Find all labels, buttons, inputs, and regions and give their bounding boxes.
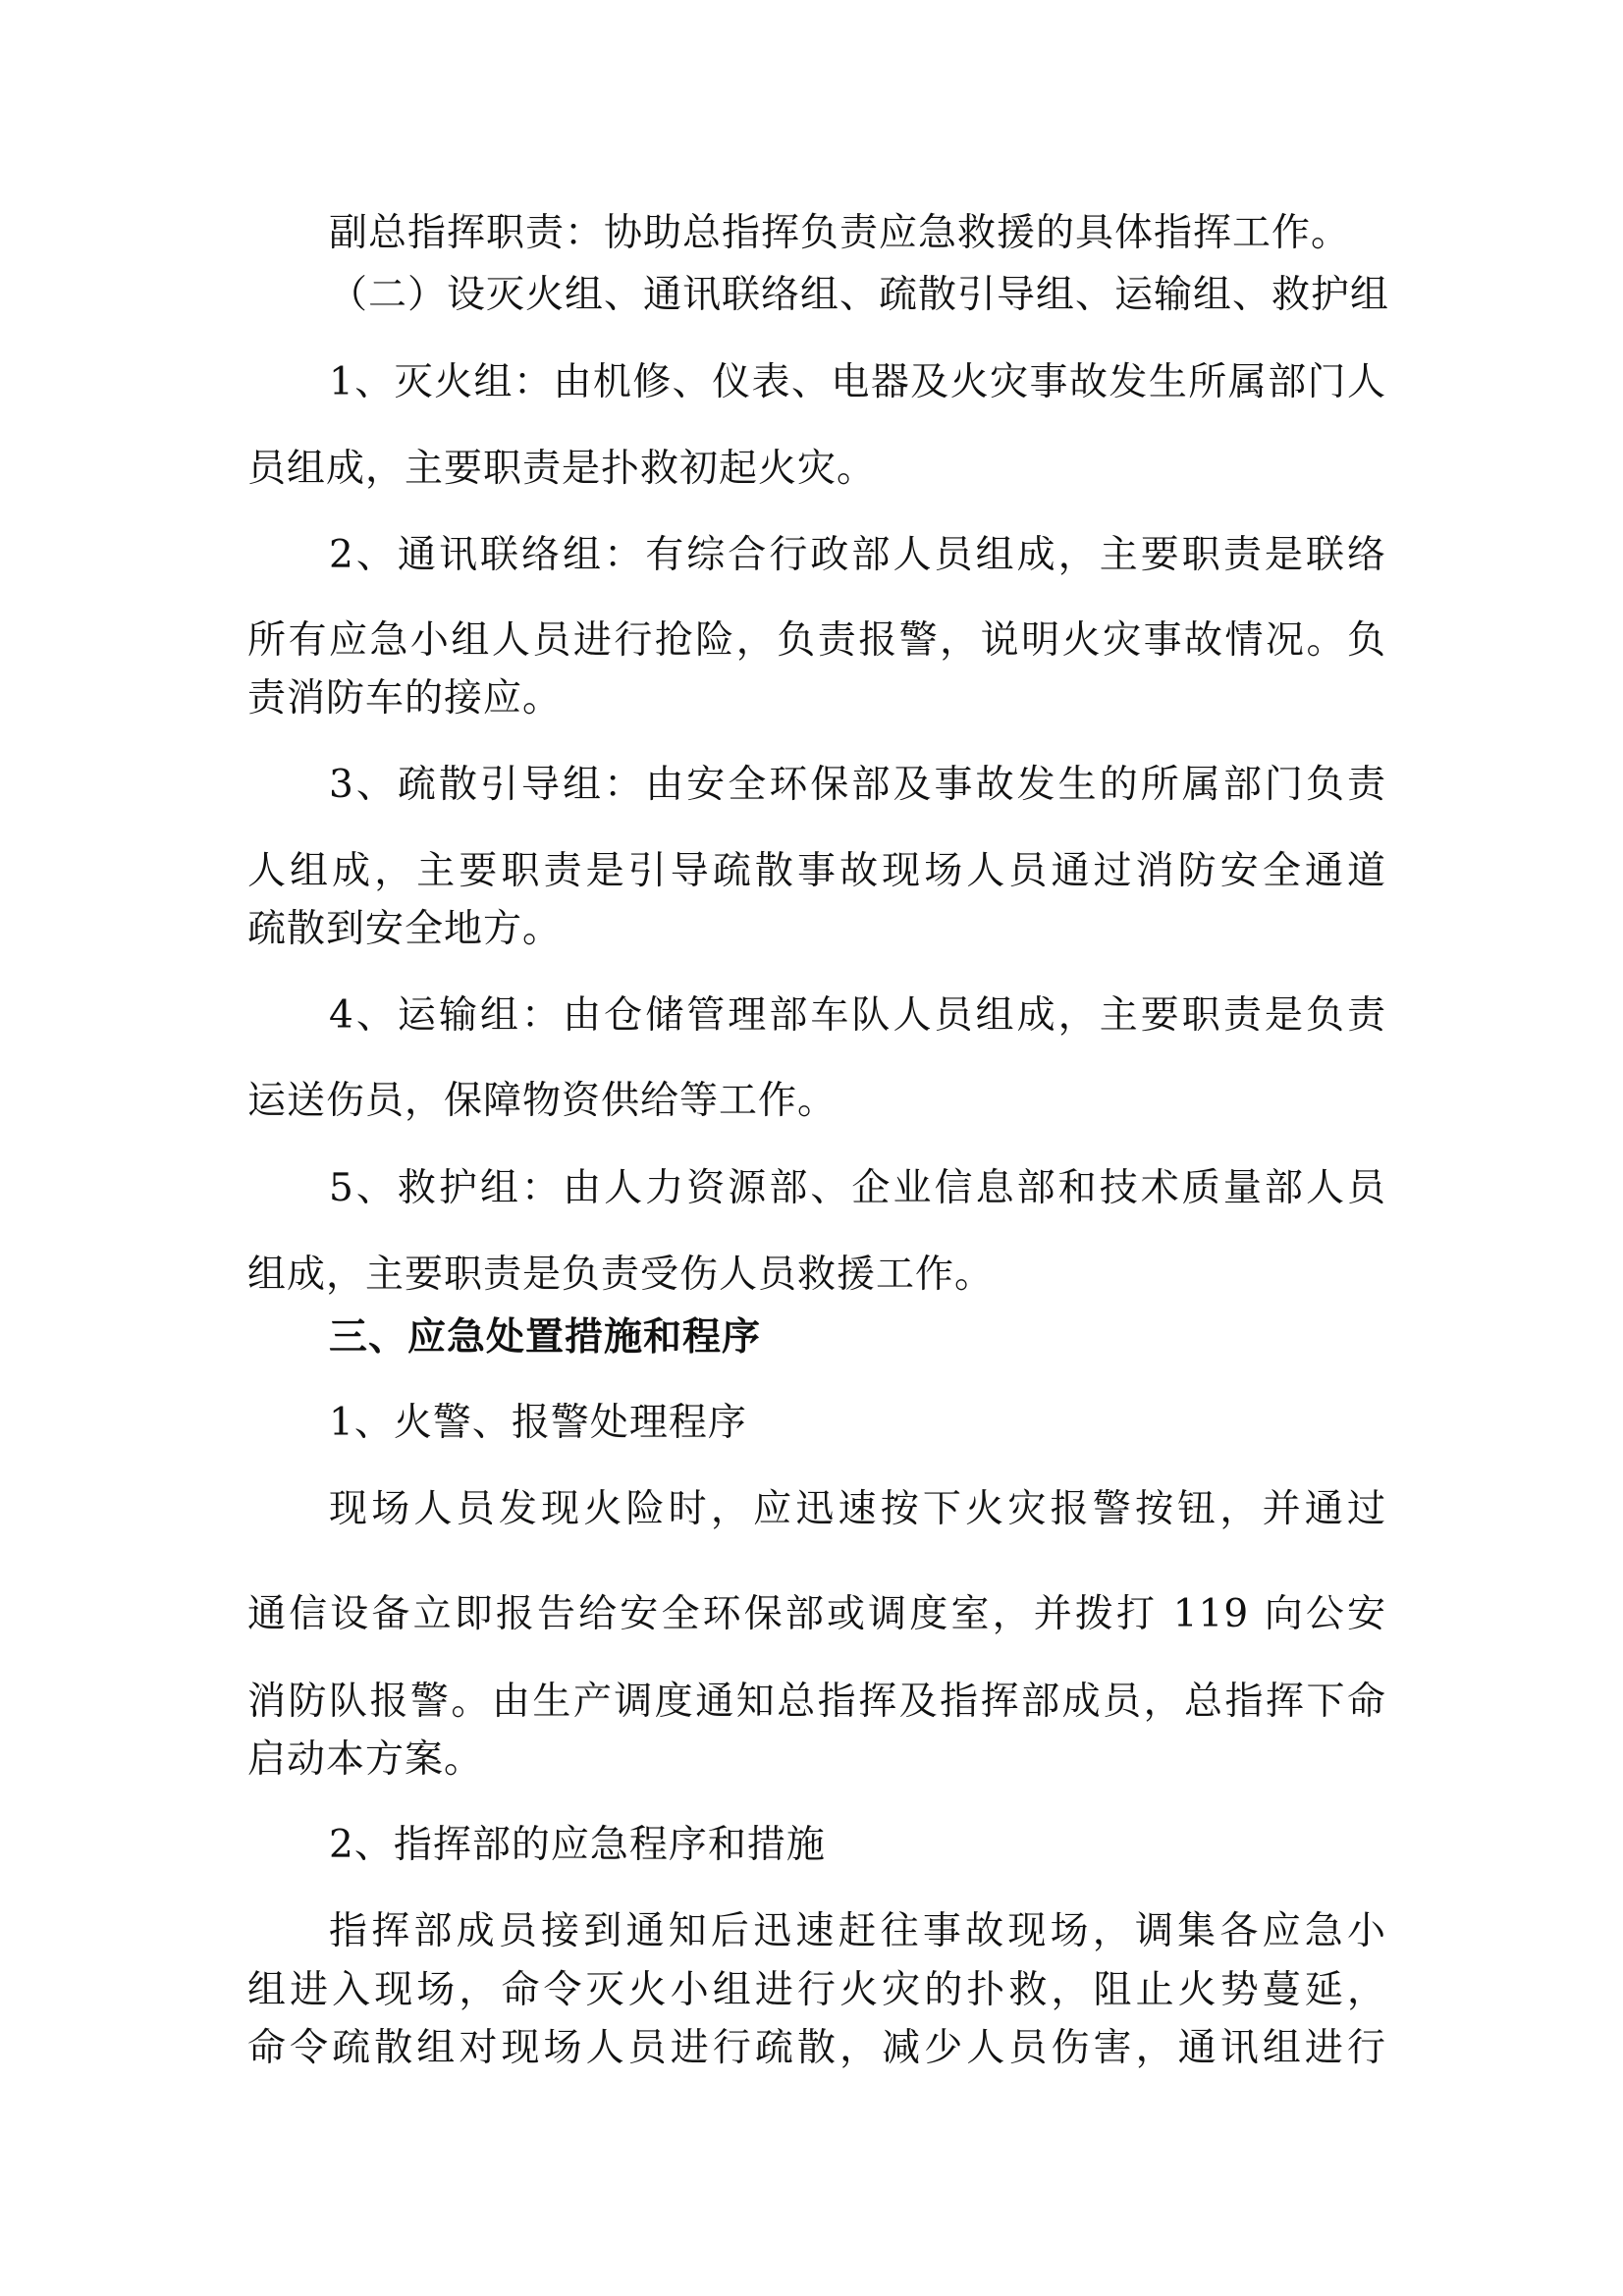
section-heading: （二）设灭火组、通讯联络组、疏散引导组、运输组、救护组 xyxy=(329,273,1390,317)
paragraph-line: 所有应急小组人员进行抢险，负责报警，说明火灾事故情况。负 xyxy=(247,618,1386,663)
paragraph-line: 消防队报警。由生产调度通知总指挥及指挥部成员，总指挥下命 xyxy=(247,1680,1386,1724)
subheading: 2、指挥部的应急程序和措施 xyxy=(329,1823,826,1867)
paragraph-line: 4、运输组：由仓储管理部车队人员组成，主要职责是负责 xyxy=(329,993,1386,1038)
paragraph-line: 1、灭火组：由机修、仪表、电器及火灾事故发生所属部门人 xyxy=(329,360,1386,404)
paragraph-line: 通信设备立即报告给安全环保部或调度室，并拨打 119 向公安 xyxy=(247,1592,1386,1636)
paragraph-line: 组进入现场，命令灭火小组进行火灾的扑救，阻止火势蔓延， xyxy=(247,1968,1386,2012)
paragraph-line: 5、救护组：由人力资源部、企业信息部和技术质量部人员 xyxy=(329,1166,1386,1210)
paragraph-line: 2、通讯联络组：有综合行政部人员组成，主要职责是联络 xyxy=(329,533,1386,577)
paragraph-line: 运送伤员，保障物资供给等工作。 xyxy=(247,1079,838,1123)
subheading: 1、火警、报警处理程序 xyxy=(329,1401,747,1445)
paragraph-line: 人组成，主要职责是引导疏散事故现场人员通过消防安全通道 xyxy=(247,849,1386,893)
paragraph-line: 启动本方案。 xyxy=(247,1737,484,1782)
section-heading: 三、应急处置措施和程序 xyxy=(329,1315,762,1360)
paragraph-line: 员组成，主要职责是扑救初起火灾。 xyxy=(247,447,877,491)
paragraph-line: 组成，主要职责是负责受伤人员救援工作。 xyxy=(247,1253,995,1297)
paragraph-line: 疏散到安全地方。 xyxy=(247,907,563,951)
paragraph-line: 副总指挥职责：协助总指挥负责应急救援的具体指挥工作。 xyxy=(329,211,1351,255)
paragraph-line: 现场人员发现火险时，应迅速按下火灾报警按钮，并通过 xyxy=(329,1487,1386,1531)
paragraph-line: 指挥部成员接到通知后迅速赶往事故现场，调集各应急小 xyxy=(329,1909,1386,1953)
paragraph-line: 责消防车的接应。 xyxy=(247,676,563,721)
paragraph-line: 3、疏散引导组：由安全环保部及事故发生的所属部门负责 xyxy=(329,763,1386,807)
paragraph-line: 命令疏散组对现场人员进行疏散，减少人员伤害，通讯组进行 xyxy=(247,2026,1386,2070)
